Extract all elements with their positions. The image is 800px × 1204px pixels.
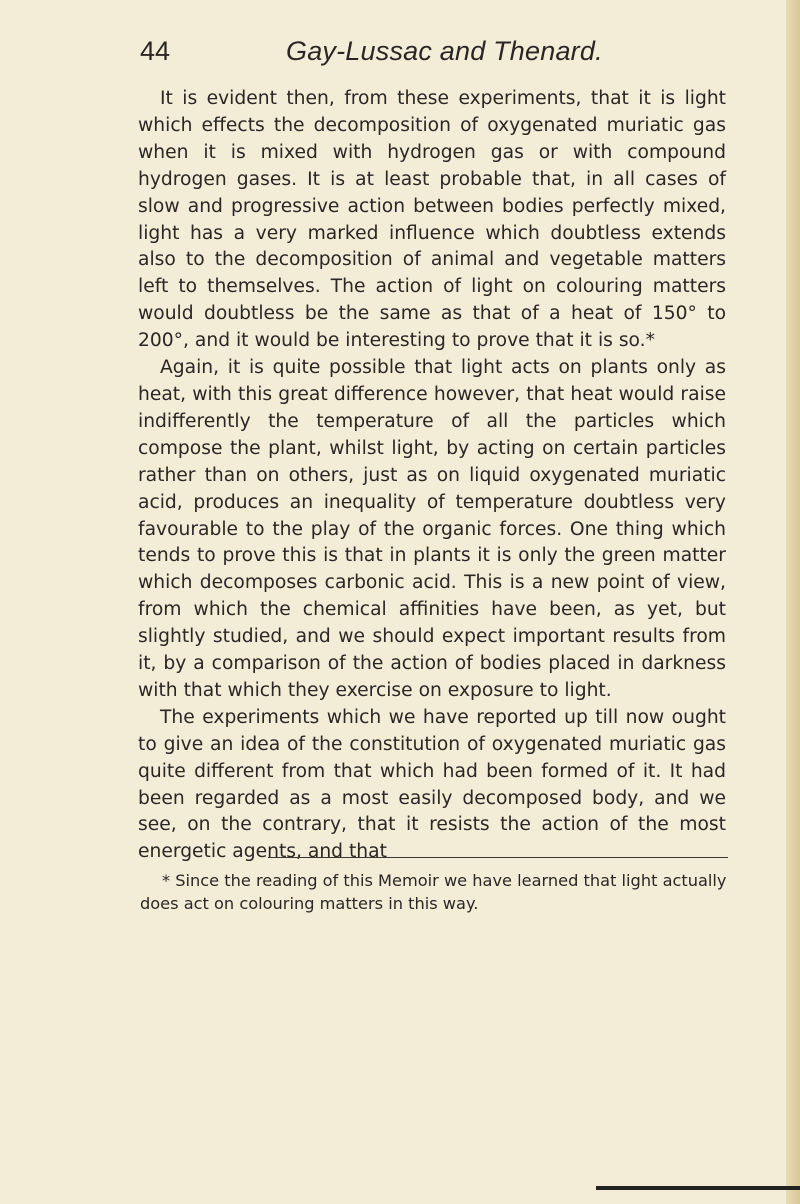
paragraph-2: Again, it is quite possible that light acts on plants only as heat, with this great difference however, that heat would raise indifferently the temperature of all the particles which compose the plant, whilst light, by acting on certain particles rather than on others, just as on liquid oxygenated muriatic acid, produces an inequality of temperature doubtless very favourable to the play of the organic forces. One thing which tends to prove this is that in plants it is only the green matter which decomposes carbonic acid. This is a new point of view, from which the chemical affinities have been, as yet, but slightly studied, and we should expect important results from it, by a comparison of the action of bodies placed in darkness with that which they exercise on exposure to light. (138, 357, 726, 701)
body-text (138, 86, 726, 866)
page-number: 44 (140, 36, 171, 66)
page-edge (786, 0, 800, 1204)
footnote-text: * Since the reading of this Memoir we have learned that light actually does act on colouring matters in this way. (140, 871, 727, 913)
footnote-divider (268, 857, 728, 858)
running-title: Gay-Lussac and Thenard. (286, 36, 603, 66)
page-bottom-bar (596, 1186, 800, 1190)
paragraph-3: The experiments which we have reported up till now ought to give an idea of the constitution of oxygenated muriatic gas quite different from that which had been formed of it. It had been regarded as a most easily decomposed body, and we see, on the contrary, that it resists the action of the most energetic agents, and that (138, 706, 726, 863)
page-header (140, 36, 660, 76)
footnote (140, 869, 730, 915)
paragraph-1: It is evident then, from these experiments, that it is light which effects the decomposition of oxygenated muriatic gas when it is mixed with hydrogen gas or with compound hydrogen gases. It is at least probable that, in all cases of slow and progressive action between bodies perfectly mixed, light has a very marked influence which doubtless extends also to the decomposition of animal and vegetable matters left to themselves. The action of light on colouring matters would doubtless be the same as that of a heat of 150° to 200°, and it would be interesting to prove that it is so.* (138, 88, 726, 352)
